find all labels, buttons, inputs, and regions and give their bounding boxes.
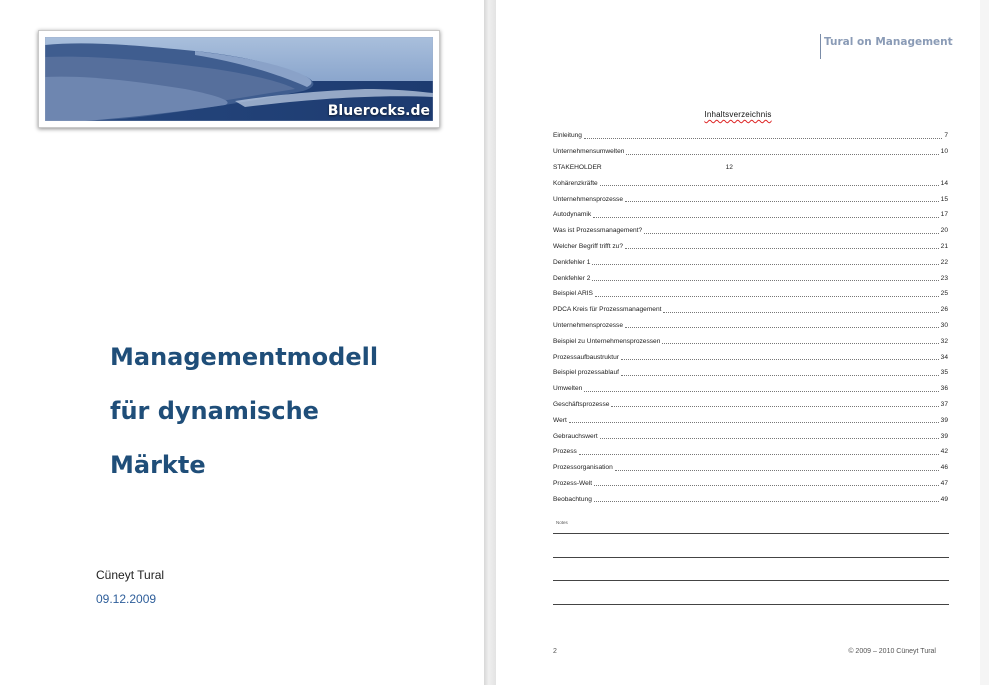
toc-leader-dots xyxy=(662,342,938,344)
toc-entry-label: Prozess xyxy=(553,448,577,456)
toc-entry-page: 42 xyxy=(940,448,948,456)
toc-entry-label: Beispiel prozessablauf xyxy=(553,369,619,377)
notes-line xyxy=(553,580,949,581)
toc-entry-label: Autodynamik xyxy=(553,211,592,219)
toc-entry-page: 7 xyxy=(944,132,948,140)
toc-entry-page: 32 xyxy=(940,337,948,345)
toc-leader-dots xyxy=(615,469,939,471)
toc-leader-dots xyxy=(579,453,939,455)
header-divider xyxy=(820,34,821,59)
toc-entry[interactable] xyxy=(553,349,948,365)
document-date: 09.12.2009 xyxy=(96,592,157,606)
toc-entry-label: Prozessaufbaustruktur xyxy=(553,353,619,361)
toc-entry-page: 49 xyxy=(940,495,948,503)
toc-entry-page: 36 xyxy=(940,385,948,393)
toc-entry-page: 10 xyxy=(940,148,948,156)
toc-entry-page: 47 xyxy=(940,479,948,487)
toc-leader-dots xyxy=(625,200,939,202)
toc-entry[interactable] xyxy=(553,207,948,223)
toc-entry[interactable] xyxy=(553,286,948,302)
toc-leader-dots xyxy=(594,500,939,502)
toc-leader-dots xyxy=(595,295,939,297)
toc-entry-page: 25 xyxy=(940,290,948,298)
toc-entry-page: 21 xyxy=(940,242,948,250)
toc-entry-page: 12 xyxy=(725,163,733,171)
toc-entry-label: Beobachtung xyxy=(553,495,592,503)
toc-entry[interactable] xyxy=(553,333,948,349)
toc-entry-label: Prozess-Welt xyxy=(553,479,593,487)
toc-page xyxy=(496,0,980,685)
toc-heading-text: Inhaltsverzeichnis xyxy=(704,110,772,119)
toc-list xyxy=(553,128,948,507)
cover-page xyxy=(0,0,484,685)
author-name: Cüneyt Tural xyxy=(96,568,165,582)
window-edge xyxy=(980,0,989,685)
toc-entry-label: Unternehmensumwelten xyxy=(553,148,625,156)
toc-entry[interactable] xyxy=(553,318,948,334)
toc-entry-label: PDCA Kreis für Prozessmanagement xyxy=(553,306,662,314)
toc-leader-dots xyxy=(604,169,724,170)
cover-banner-image xyxy=(38,30,440,128)
toc-leader-dots xyxy=(593,216,939,218)
notes-line xyxy=(553,557,949,558)
toc-leader-dots xyxy=(625,247,939,249)
toc-entry-label: Umwelten xyxy=(553,385,583,393)
toc-entry[interactable] xyxy=(553,239,948,255)
toc-entry-page: 26 xyxy=(940,306,948,314)
title-line-1: Managementmodell xyxy=(110,343,379,371)
toc-leader-dots xyxy=(584,137,942,139)
toc-leader-dots xyxy=(611,405,938,407)
toc-entry-page: 20 xyxy=(940,227,948,235)
toc-entry[interactable] xyxy=(553,476,948,492)
toc-entry-page: 17 xyxy=(940,211,948,219)
toc-leader-dots xyxy=(594,484,939,486)
toc-entry-label: Kohärenzkräfte xyxy=(553,179,598,187)
toc-entry[interactable] xyxy=(553,175,948,191)
toc-leader-dots xyxy=(592,279,938,281)
toc-entry-label: Unternehmensprozesse xyxy=(553,195,624,203)
toc-entry-label: Was ist Prozessmanagement? xyxy=(553,227,643,235)
notes-label: Notes xyxy=(556,520,568,525)
title-line-3: Märkte xyxy=(110,451,206,479)
toc-entry[interactable] xyxy=(553,412,948,428)
toc-entry[interactable] xyxy=(553,381,948,397)
toc-entry-page: 15 xyxy=(940,195,948,203)
toc-entry[interactable] xyxy=(553,270,948,286)
toc-leader-dots xyxy=(621,358,939,360)
toc-entry-label: STAKEHOLDER xyxy=(553,163,602,171)
toc-entry-label: Beispiel ARIS xyxy=(553,290,593,298)
footer-copyright: © 2009 – 2010 Cüneyt Tural xyxy=(848,648,936,655)
toc-entry-label: Einleitung xyxy=(553,132,582,140)
toc-entry-label: Welcher Begriff trifft zu? xyxy=(553,242,623,250)
toc-entry-page: 23 xyxy=(940,274,948,282)
toc-entry-label: Wert xyxy=(553,416,567,424)
toc-entry[interactable] xyxy=(553,160,948,176)
toc-entry-label: Gebrauchswert xyxy=(553,432,598,440)
toc-leader-dots xyxy=(663,311,938,313)
page-header: Tural on Management xyxy=(824,36,953,48)
toc-entry-label: Denkfehler 1 xyxy=(553,258,591,266)
toc-leader-dots xyxy=(584,390,938,392)
toc-leader-dots xyxy=(626,153,938,155)
toc-entry[interactable] xyxy=(553,491,948,507)
toc-entry-page: 22 xyxy=(940,258,948,266)
notes-line xyxy=(553,533,949,534)
document-title xyxy=(110,330,450,492)
toc-entry[interactable] xyxy=(553,397,948,413)
toc-entry-page: 37 xyxy=(940,400,948,408)
toc-entry[interactable] xyxy=(553,223,948,239)
page-gutter xyxy=(484,0,496,685)
title-line-2: für dynamische xyxy=(110,397,319,425)
toc-entry[interactable] xyxy=(553,444,948,460)
toc-leader-dots xyxy=(600,437,939,439)
toc-entry-label: Prozessorganisation xyxy=(553,464,613,472)
toc-entry-page: 39 xyxy=(940,432,948,440)
toc-entry-page: 35 xyxy=(940,369,948,377)
toc-entry-page: 39 xyxy=(940,416,948,424)
toc-heading xyxy=(496,110,980,119)
toc-entry-page: 46 xyxy=(940,464,948,472)
toc-entry-label: Unternehmensprozesse xyxy=(553,321,624,329)
toc-entry[interactable] xyxy=(553,191,948,207)
toc-leader-dots xyxy=(621,374,939,376)
toc-entry[interactable] xyxy=(553,365,948,381)
toc-entry[interactable] xyxy=(553,428,948,444)
toc-entry-page: 30 xyxy=(940,321,948,329)
toc-entry-page: 34 xyxy=(940,353,948,361)
toc-entry[interactable] xyxy=(553,302,948,318)
toc-entry[interactable] xyxy=(553,128,948,144)
toc-entry-label: Denkfehler 2 xyxy=(553,274,591,282)
toc-leader-dots xyxy=(592,263,938,265)
toc-leader-dots xyxy=(569,421,939,423)
notes-line xyxy=(553,604,949,605)
toc-entry[interactable] xyxy=(553,460,948,476)
toc-leader-dots xyxy=(625,326,939,328)
toc-leader-dots xyxy=(644,232,938,234)
toc-entry-label: Beispiel zu Unternehmensprozessen xyxy=(553,337,661,345)
footer-page-number: 2 xyxy=(553,648,557,655)
toc-entry-label: Geschäftsprozesse xyxy=(553,400,610,408)
toc-entry-page: 14 xyxy=(940,179,948,187)
toc-entry[interactable] xyxy=(553,144,948,160)
logo-text: Bluerocks.de xyxy=(327,103,430,119)
toc-entry[interactable] xyxy=(553,254,948,270)
toc-leader-dots xyxy=(600,184,939,186)
